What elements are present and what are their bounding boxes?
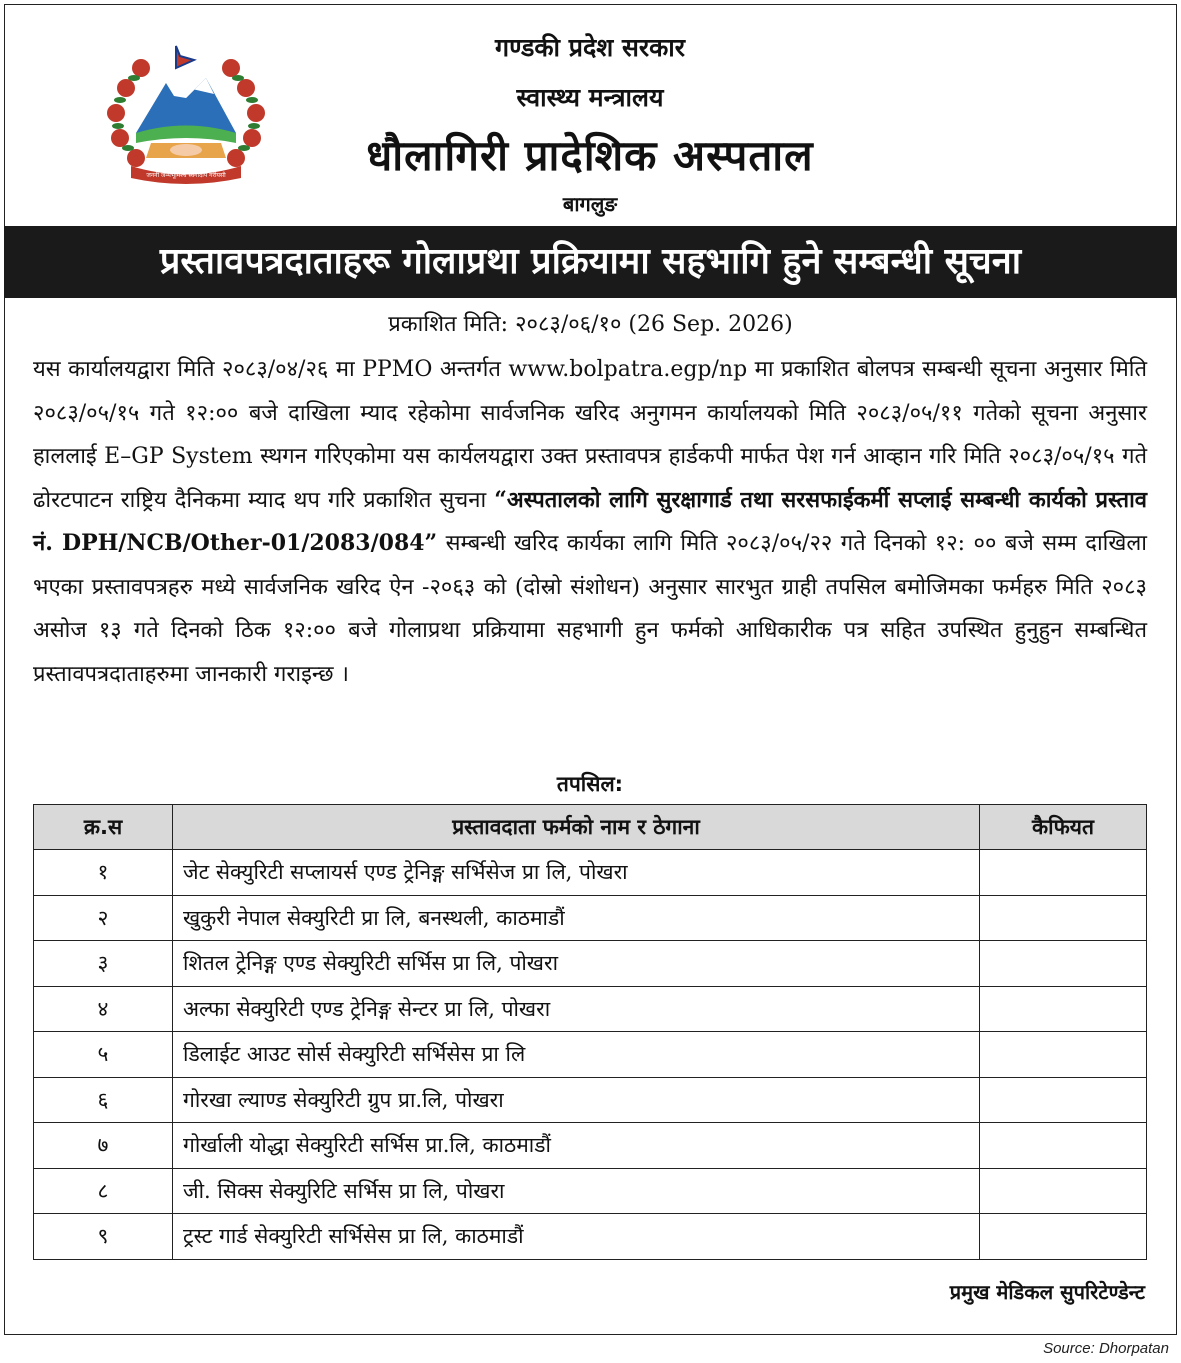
table-row xyxy=(34,1077,1147,1123)
table-row xyxy=(34,895,1147,941)
row-serial: ३ xyxy=(34,941,173,987)
signatory: प्रमुख मेडिकल सुपरिटेण्डेन्ट xyxy=(949,1280,1145,1304)
table-row xyxy=(34,850,1147,896)
row-serial: ६ xyxy=(34,1077,173,1123)
row-serial: ८ xyxy=(34,1168,173,1214)
row-serial: १ xyxy=(34,850,173,896)
header-firm-name: प्रस्तावदाता फर्मको नाम र ठेगाना xyxy=(173,805,980,850)
table-row xyxy=(34,986,1147,1032)
row-remark xyxy=(980,986,1147,1032)
header-remarks: कैफियत xyxy=(980,805,1147,850)
notice-title-banner: प्रस्तावपत्रदाताहरू गोलाप्रथा प्रक्रियामा सहभागि हुने सम्बन्धी सूचना xyxy=(4,226,1177,298)
row-remark xyxy=(980,1214,1147,1260)
row-serial: ४ xyxy=(34,986,173,1032)
row-firm-name: जी. सिक्स सेक्युरिटि सर्भिस प्रा लि, पोखरा xyxy=(173,1168,980,1214)
row-firm-name: अल्फा सेक्युरिटी एण्ड ट्रेनिङ्ग सेन्टर प्रा लि, पोखरा xyxy=(173,986,980,1032)
notice-body xyxy=(33,348,1147,696)
row-serial: २ xyxy=(34,895,173,941)
row-remark xyxy=(980,895,1147,941)
svg-text:जननी जन्मभूमिश्च स्वर्गादपि गर: जननी जन्मभूमिश्च स्वर्गादपि गरीयसी xyxy=(146,172,226,179)
source-credit: Source: Dhorpatan xyxy=(1043,1340,1169,1357)
row-remark xyxy=(980,1077,1147,1123)
row-firm-name: गोरखा ल्याण्ड सेक्युरिटी ग्रुप प्रा.लि, पोखरा xyxy=(173,1077,980,1123)
nepal-emblem-icon xyxy=(96,38,276,188)
body-text-part1: यस कार्यालयद्वारा मिति २०८३/०४/२६ मा PPMO अन्तर्गत www.bolpatra.egp/np मा प्रकाशित बोलपत्र सम्बन्धी सूचना अनुसार मिति २०८३/०५/१५ गते १२:०० बजे दाखिला म्याद रहेकोमा सार्वजनिक खरिद अनुगमन कार्यालयको मिति २०८३/०५/११ गतेको सूचना अनुसार हाललाई E–GP System स्थगन गरिएकोमा यस कार्यलयद्वारा उक्त प्रस्तावपत्र हार्डकपी मार्फत पेश गर्न आव्हान गरि मिति २०८३/०५/१५ गते ढोरटपाटन राष्ट्रिय दैनिकमा म्याद थप गरि प्रकाशित सुचना xyxy=(33,357,1147,513)
table-row xyxy=(34,1123,1147,1169)
table-row xyxy=(34,1032,1147,1078)
row-remark xyxy=(980,1032,1147,1078)
row-firm-name: डिलाईट आउट सोर्स सेक्युरिटी सर्भिसेस प्रा लि xyxy=(173,1032,980,1078)
row-firm-name: खुकुरी नेपाल सेक्युरिटी प्रा लि, बनस्थली, काठमाडौं xyxy=(173,895,980,941)
table-row xyxy=(34,1168,1147,1214)
row-firm-name: जेट सेक्युरिटी सप्लायर्स एण्ड ट्रेनिङ्ग सर्भिसेज प्रा लि, पोखरा xyxy=(173,850,980,896)
row-serial: ७ xyxy=(34,1123,173,1169)
row-remark xyxy=(980,1168,1147,1214)
table-row xyxy=(34,1214,1147,1260)
body-text-part2: सम्बन्धी खरिद कार्यका लागि मिति २०८३/०५/२२ गते दिनको १२: ०० बजे सम्म दाखिला भएका प्रस्तावपत्रहरु मध्ये सार्वजनिक खरिद ऐन -२०६३ को (दोस्रो संशोधन) अनुसार सारभुत ग्राही तपसिल बमोजिमका फर्महरु मिति २०८३ असोज १३ गते दिनको ठिक १२:०० बजे गोलाप्रथा प्रक्रियामा सहभागी हुन फर्मको आधिकारीक पत्र सहित उपस्थित हुनुहुन सम्बन्धित प्रस्तावपत्रदाताहरुमा जानकारी गराइन्छ । xyxy=(33,531,1148,687)
table-header-row xyxy=(34,805,1147,850)
header-serial: क्र.स xyxy=(34,805,173,850)
table-row xyxy=(34,941,1147,987)
row-firm-name: ट्रस्ट गार्ड सेक्युरिटी सर्भिसेस प्रा लि, काठमाडौं xyxy=(173,1214,980,1260)
row-serial: ९ xyxy=(34,1214,173,1260)
hospital-location: बागलुङ xyxy=(562,192,618,216)
body-tender-reference: “अस्पतालको लागि सुरक्षागार्ड तथा सरसफाईकर्मी सप्लाई सम्बन्धी कार्यको प्रस्ताव नं. DPH/NCB/Other-01/2083/084” xyxy=(33,486,1148,556)
table-caption: तपसिल: xyxy=(556,772,624,796)
hospital-name: धौलागिरी प्रादेशिक अस्पताल xyxy=(366,131,814,180)
row-firm-name: गोर्खाली योद्धा सेक्युरिटी सर्भिस प्रा.लि, काठमाडौं xyxy=(173,1123,980,1169)
bidders-table xyxy=(33,804,1147,1260)
row-firm-name: शितल ट्रेनिङ्ग एण्ड सेक्युरिटी सर्भिस प्रा लि, पोखरा xyxy=(173,941,980,987)
row-remark xyxy=(980,941,1147,987)
government-name: गण्डकी प्रदेश सरकार xyxy=(495,33,685,62)
row-remark xyxy=(980,850,1147,896)
row-serial: ५ xyxy=(34,1032,173,1078)
published-date: प्रकाशित मिति: २०८३/०६/१० (26 Sep. 2026) xyxy=(388,312,793,337)
ministry-name: स्वास्थ्य मन्त्रालय xyxy=(516,83,664,112)
row-remark xyxy=(980,1123,1147,1169)
